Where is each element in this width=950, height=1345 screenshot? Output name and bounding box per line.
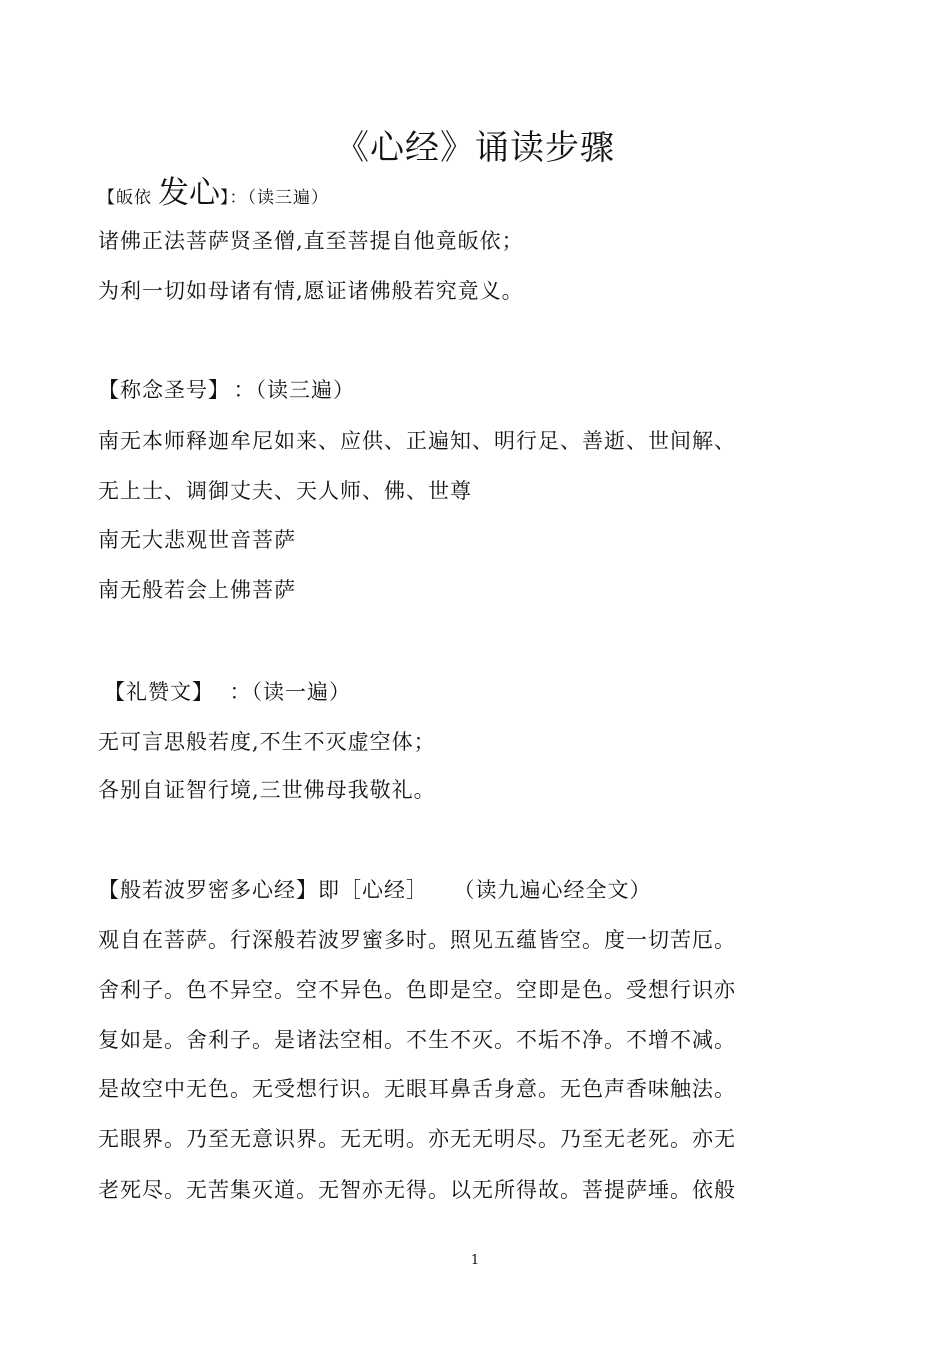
- heading-note: （读九遍心经全文）: [464, 878, 652, 902]
- heading-refuge-text: 皈依: [116, 188, 152, 208]
- page-number: 1: [470, 1253, 480, 1268]
- text-line: 无可言思般若度,不生不灭虚空体；: [98, 730, 436, 754]
- text-line: 无上士、调御丈夫、天人师、佛、世尊: [98, 479, 472, 503]
- heading-title: 【称念圣号】: [98, 378, 220, 402]
- sutra-line: 舍利子。色不异空。空不异色。色即是空。空即是色。受想行识亦: [98, 978, 736, 1002]
- text-line: 诸佛正法菩萨贤圣僧,直至菩提自他竟皈依；: [98, 229, 524, 253]
- sutra-line: 是故空中无色。无受想行识。无眼耳鼻舌身意。无色声香味触法。: [98, 1077, 736, 1101]
- heading-title: 【礼赞文】: [104, 680, 204, 704]
- section-heading-refuge: [98, 175, 329, 211]
- document-title: 《心经》诵读步骤: [335, 128, 615, 168]
- section-heading-holy-names: [98, 380, 355, 401]
- text-line: 南无大悲观世音菩萨: [98, 528, 296, 552]
- heading-colon: ：: [229, 680, 252, 704]
- heading-colon: ：: [233, 378, 256, 402]
- sutra-line: 观自在菩萨。行深般若波罗蜜多时。照见五蕴皆空。度一切苦厄。: [98, 928, 736, 952]
- section-heading-heart-sutra: [98, 880, 652, 901]
- section-heading-praise: [104, 682, 351, 703]
- sutra-line: 复如是。舍利子。是诸法空相。不生不灭。不垢不净。不增不减。: [98, 1028, 736, 1052]
- sutra-line: 老死尽。无苦集灭道。无智亦无得。以无所得故。菩提萨埵。依般: [98, 1178, 736, 1202]
- sutra-line: 无眼界。乃至无意识界。无无明。亦无无明尽。乃至无老死。亦无: [98, 1127, 736, 1151]
- text-line: 各别自证智行境,三世佛母我敬礼。: [98, 778, 436, 802]
- heading-bracket-open: 【: [98, 188, 116, 208]
- heading-bodhicitta-text: 发心: [158, 175, 220, 211]
- heading-note: （读一遍）: [251, 680, 351, 704]
- text-line: 南无般若会上佛菩萨: [98, 578, 296, 602]
- heading-title: 【般若波罗密多心经】即［心经］: [98, 878, 428, 902]
- heading-note: （读三遍）: [255, 378, 355, 402]
- text-line: 南无本师释迦牟尼如来、应供、正遍知、明行足、善逝、世间解、: [98, 429, 736, 453]
- heading-colon: ：: [229, 188, 248, 208]
- text-line: 为利一切如母诸有情,愿证诸佛般若究竟义。: [98, 279, 524, 303]
- heading-bracket-close: 】: [220, 188, 230, 208]
- heading-note: （读三遍）: [247, 188, 329, 208]
